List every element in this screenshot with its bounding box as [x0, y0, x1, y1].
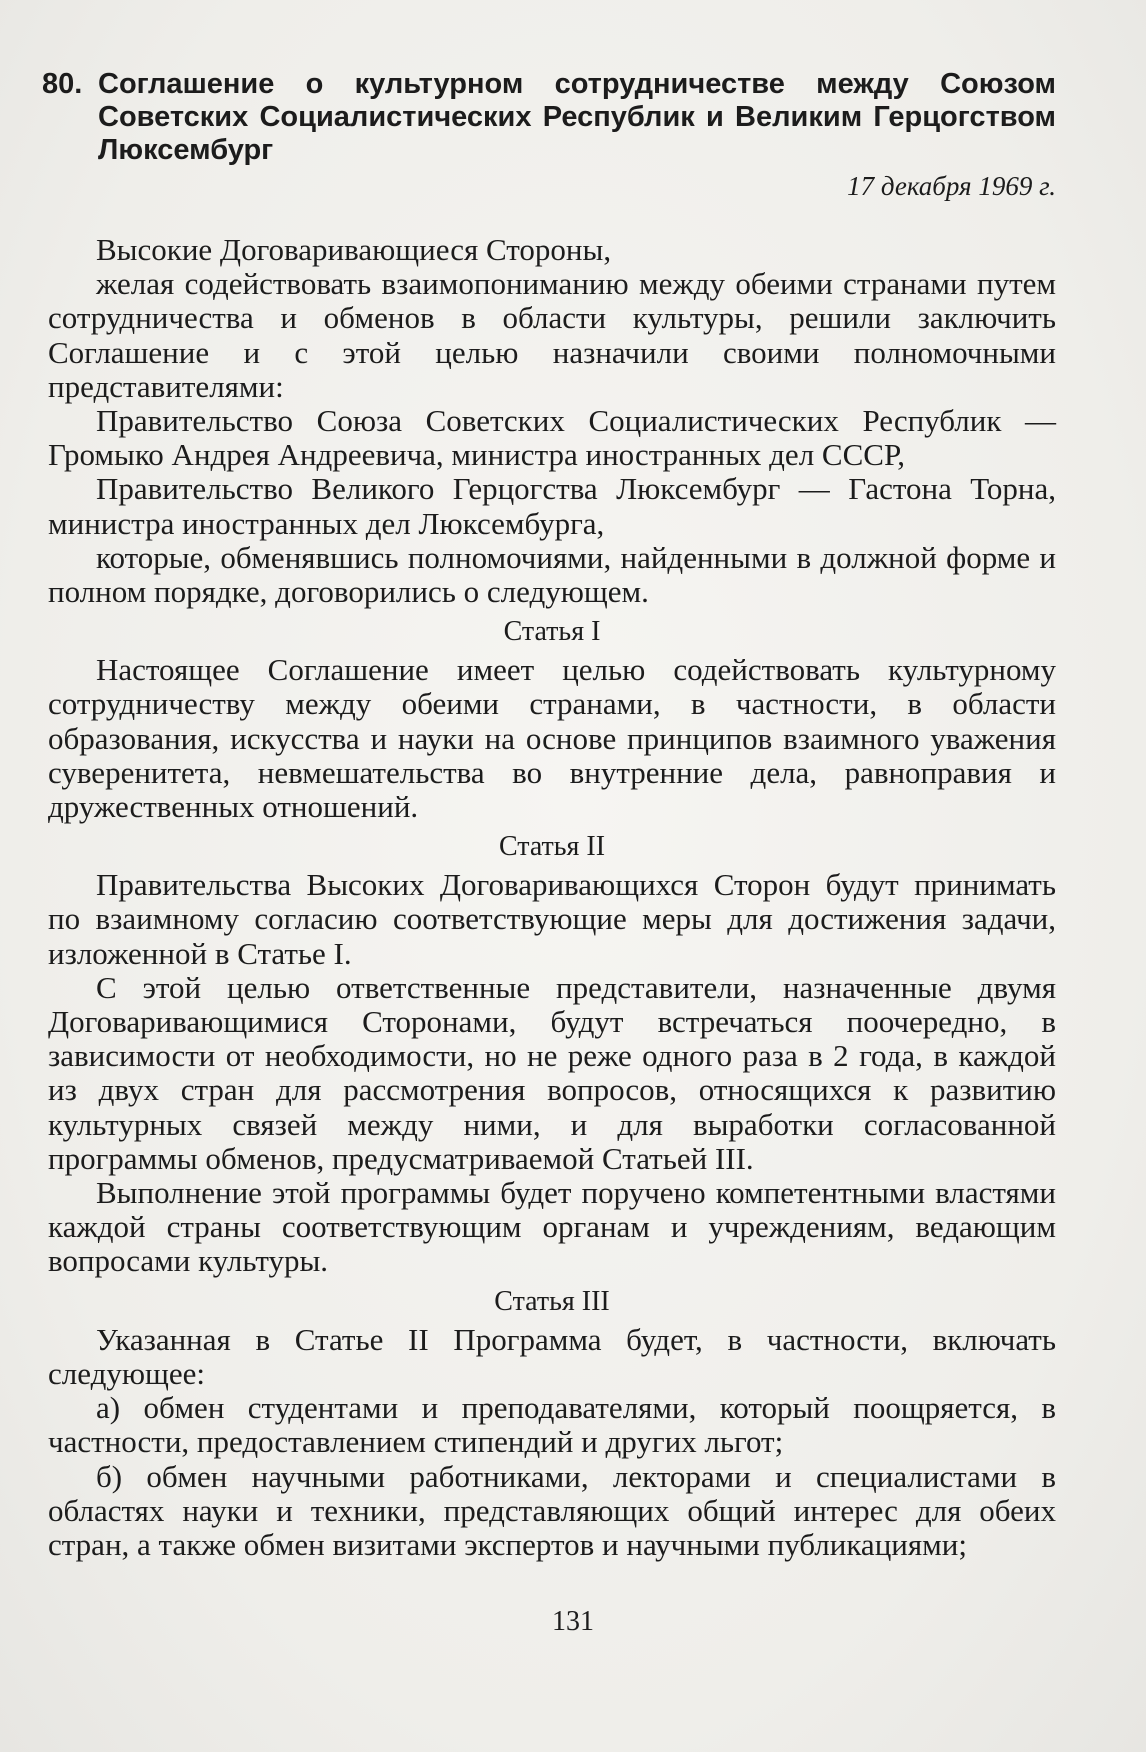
paragraph: С этой целью ответственные представители, назначенные двумя Договаривающимися Сторонами, будут встречаться поочередно, в зависимости от необходимости, но не реже одного раза в 2 года, в каждой из двух стран для рассмотрения вопросов, относящихся к развитию культурных связей между ними, и для выработки согласованной программы обменов, предусматриваемой Статьей III.	[48, 969, 1056, 1176]
article-heading-2: Статья II	[498, 831, 606, 863]
paragraph: которые, обменявшись полномочиями, найденными в должной форме и полном порядке, договорились о следующем.	[48, 539, 1056, 610]
paragraph: желая содействовать взаимопониманию между обеими странами путем сотрудничества и обменов в области культуры, решили заключить Соглашение и с этой целью назначили своими полномочными представителями:	[48, 266, 1056, 404]
paragraph: Указанная в Статье II Программа будет, в частности, включать следующее:	[48, 1321, 1056, 1391]
document-number: 80.	[42, 68, 83, 100]
paragraph: Правительство Союза Советских Социалистических Республик — Громыко Андрея Андреевича, министра иностранных дел СССР,	[48, 403, 1056, 473]
page-number: 131	[552, 1606, 594, 1637]
article-heading-1: Статья I	[503, 616, 601, 648]
article-heading-3: Статья III	[494, 1285, 610, 1317]
paragraph: Правительства Высоких Договаривающихся Сторон будут принимать по взаимному согласию соответствующие меры для достижения задачи, изложенной в Статье I.	[48, 867, 1056, 971]
document-heading	[42, 68, 1056, 167]
paragraph: Выполнение этой программы будет поручено компетентными властями каждой страны соответствующим органам и учреждениям, ведающим вопросами культуры.	[48, 1175, 1056, 1279]
paragraph: Настоящее Соглашение имеет целью содействовать культурному сотрудничеству между обеими странами, в частности, в области образования, искусства и науки на основе принципов взаимного уважения суверенитета, невмешательства во внутренние дела, равноправия и дружественных отношений.	[48, 652, 1056, 825]
paragraph: Высокие Договаривающиеся Стороны,	[96, 232, 612, 267]
list-item-a: а) обмен студентами и преподавателями, который поощряется, в частности, предоставлением стипендий и других льгот;	[48, 1390, 1056, 1460]
document-date: 17 декабря 1969 г.	[847, 171, 1056, 201]
list-item-b: б) обмен научными работниками, лекторами и специалистами в областях науки и техники, представляющих общий интерес для обеих стран, а также обмен визитами экспертов и научными публикациями;	[48, 1458, 1056, 1562]
document-title: Соглашение о культурном сотрудничестве между Союзом Советских Социалистических Республик и Великим Герцогством Люксембург	[98, 68, 1056, 166]
paragraph: Правительство Великого Герцогства Люксембург — Гастона Торна, министра иностранных дел Люксембурга,	[48, 471, 1056, 541]
document-body	[42, 68, 1056, 1562]
